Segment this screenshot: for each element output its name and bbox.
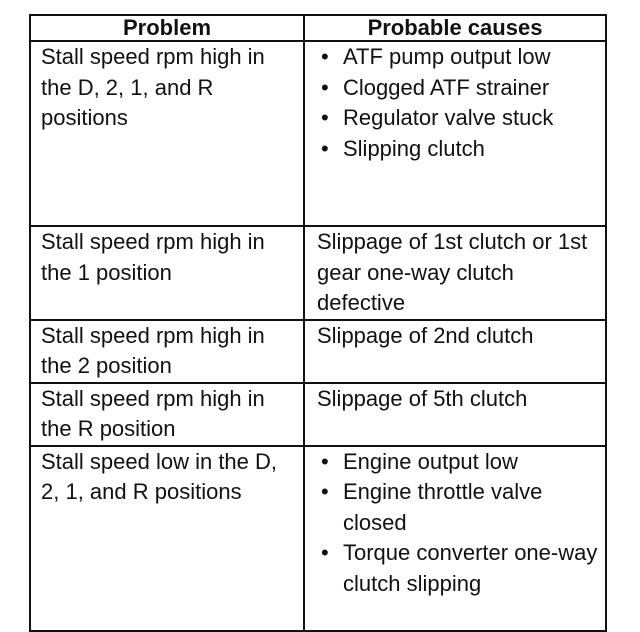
cause-text: Regulator valve stuck xyxy=(343,105,554,130)
cause-item xyxy=(317,103,599,134)
causes-cell: Slippage of 5th clutch xyxy=(304,383,606,446)
table-row xyxy=(30,446,606,631)
problem-cell: Stall speed rpm high in the 2 position xyxy=(30,320,304,383)
causes-cell: Slippage of 1st clutch or 1st gear one-way clutch defective xyxy=(304,226,606,320)
problem-cell: Stall speed rpm high in the D, 2, 1, and R positions xyxy=(30,41,304,226)
stall-speed-troubleshooting-table xyxy=(29,14,607,632)
cause-item xyxy=(317,73,599,104)
causes-list xyxy=(317,447,599,600)
cause-text: ATF pump output low xyxy=(343,44,551,69)
bullet-icon: • xyxy=(321,540,329,565)
cause-item xyxy=(317,42,599,73)
bullet-icon: • xyxy=(321,448,329,474)
causes-list xyxy=(317,42,599,164)
header-probable-causes: Probable causes xyxy=(304,15,606,41)
cause-text: Slipping clutch xyxy=(343,135,485,161)
bullet-icon: • xyxy=(321,135,329,161)
cause-item xyxy=(317,477,599,538)
cause-item xyxy=(317,447,599,478)
problem-cell: Stall speed rpm high in the 1 position xyxy=(30,226,304,320)
table-header-row xyxy=(30,15,606,41)
cause-text: Clogged ATF strainer xyxy=(343,74,550,100)
table-row xyxy=(30,41,606,226)
cause-item xyxy=(317,538,599,599)
cause-text: Engine output low xyxy=(343,448,518,474)
troubleshooting-table-container xyxy=(29,14,605,632)
table-row xyxy=(30,383,606,446)
problem-cell: Stall speed low in the D, 2, 1, and R positions xyxy=(30,446,304,631)
header-problem: Problem xyxy=(30,15,304,41)
causes-cell xyxy=(304,446,606,631)
bullet-icon: • xyxy=(321,479,329,504)
cause-item xyxy=(317,134,599,165)
causes-cell: Slippage of 2nd clutch xyxy=(304,320,606,383)
table-row xyxy=(30,320,606,383)
table-row xyxy=(30,226,606,320)
cause-text: Engine throttle valve closed xyxy=(343,479,543,535)
cause-text: Torque converter one-way clutch slipping xyxy=(343,540,598,596)
bullet-icon: • xyxy=(321,105,329,130)
bullet-icon: • xyxy=(321,44,329,69)
problem-cell: Stall speed rpm high in the R position xyxy=(30,383,304,446)
causes-cell xyxy=(304,41,606,226)
bullet-icon: • xyxy=(321,74,329,100)
